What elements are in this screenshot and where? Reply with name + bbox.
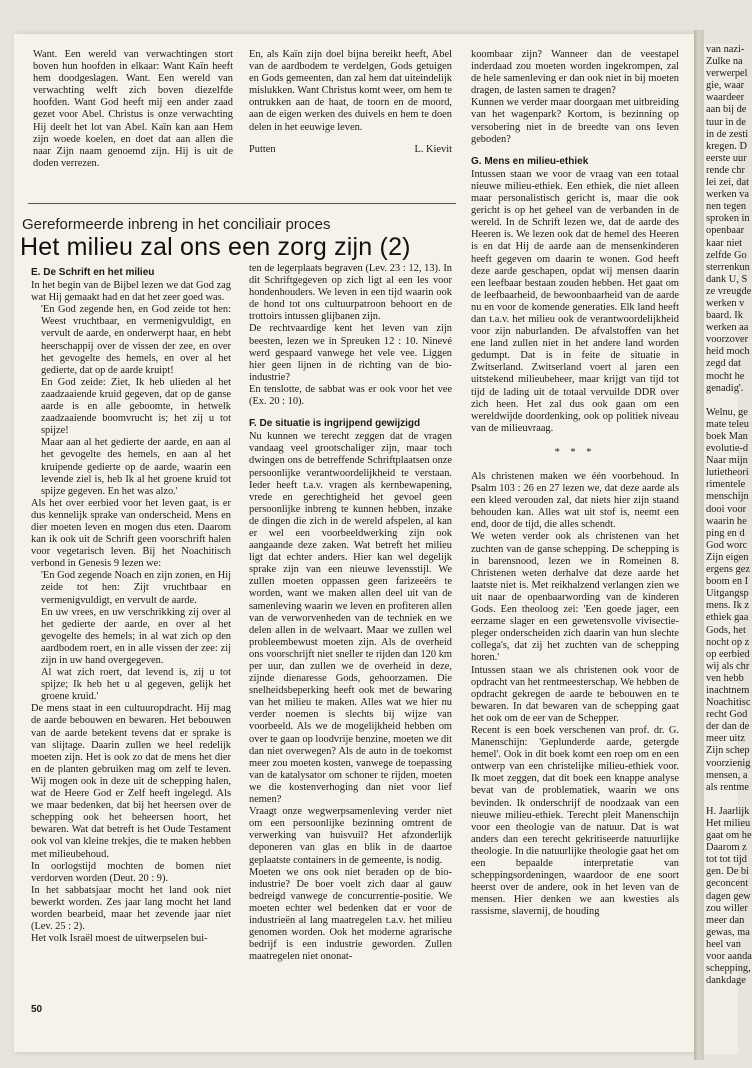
right-page-line: ergens gez [706,564,750,576]
paragraph: Moeten we ons ook niet beraden op de bio-industrie? De boer voelt zich daar al gauw bedreigd vanwege de concurrentie-positie. We moeten echter wel bedenken dat er voor de industrieën al lang maatregelen t.a.v. het milieu genomen worden. Ook het moderne agrarische bedrijf is een industrie geworden. Zullen maatregelen niet ononat- [249,866,452,963]
paragraph: Kunnen we verder maar doorgaan met uitbreiding van het wagenpark? Kortom, is bezinning op versobering niet in de breedte van ons leven geboden? [471,97,679,145]
paragraph: Het volk Israël moest de uitwerpselen bui- [31,933,208,945]
right-page-line: dagen gew [706,890,751,902]
right-page-line: waarin he [706,515,747,527]
right-page-line: voorzienig [706,757,751,769]
paragraph: Nu kunnen we terecht zeggen dat de vragen vandaag veel grootschaliger zijn, maar toch dwingen ons de betreffende Schriftplaatsen onze persoonlijke verantwoordelijkheid te verstaan. Ieder heeft t.a.v. vragen als kernbewapening, vrede en gerechtigheid het gevoel geen persoonlijke inbreng te kunnen hebben, inzake de dingen die zich in de wereld afspelen, al kan er wel een voorbeeldwerking zijn ook aangaande deze zaken. Wat betreft het milieu ligt dat echter anders. Hier kan wel degelijk sprake zijn van een nieuwe levensstijl. We zullen moeten oppassen geen farizeeërs te worden, want we maken allen deel uit van de samenleving waarin we leven en profiteren allen van de verworvenheden van de techniek en we delen allen in de welvaart. Maar we zullen wel probleembewust moeten zijn. Als de overheid ons voorschrijft niet sneller te rijden dan 120 km per uur, dan zullen we de overheid in deze, zijnde dienaresse Gods, gehoorzamen. Die snelheidsbeperking heeft ook met de bewaring van het milieu te maken. Alles wat we hier nu verder noemen is slechts bij wijze van voorbeeld. Als we de mogelijkheid hebben om over te gaan op loodvrije benzine, moeten we dit dan niet overwegen? Als de auto in de toekomst meer zou moeten kosten, vanwege de toepassing van de katalysator om schoner te rijden, moeten we die kostenverhoging dan niet voor lief nemen? [249,431,452,806]
article-column-c [471,49,679,918]
right-page-line: zelfde Go [706,249,747,261]
right-page-line: waardeer [706,92,745,104]
right-page-line: boek Man [706,431,748,442]
right-page-line: openbaar [706,225,745,237]
right-page-line: Welnu, ge [706,406,748,418]
right-page-line: voorzover [706,334,749,346]
right-page-line: der dan de [706,721,750,733]
right-page-line: sproken in [706,213,750,225]
right-page-line: meer dan [706,914,745,926]
right-page-line: sterrenkun [706,261,750,273]
right-page-line: H. Jaarlijk [706,805,750,817]
right-page-line: zou willer [706,902,748,914]
right-page-line: Zijn eigen [706,551,749,563]
right-page-line: Gods, het [706,624,746,636]
quote-paragraph: En God zeide: Ziet, Ik heb ulieden al het zaadzaaiende kruid gegeven, dat op de ganse aarde is en alle geboomte, in hetwelk zaadzaaiende boomvrucht is; het zij u tot spijze! [41,376,231,437]
right-page-line: Uitgangsp [706,588,749,600]
right-page-line: dank U, S [706,273,748,285]
section-heading-g: G. Mens en milieu-ethiek [471,155,589,167]
right-page-line: heid moch [706,346,750,358]
top-column-2 [249,49,452,156]
right-page-line: inachtnem [706,684,750,696]
quote-paragraph: 'En God zegende hen, en God zeide tot hen: Weest vruchtbaar, en vermenigvuldigt, en vervult de aarde, en onderwerpt haar, en hebt heerschappij over de vissen der zee, en over het gevogelte des hemels, en over al het gedierte, dat op de aarde kruipt! [41,304,231,376]
right-page-line: kregen. D [706,140,747,152]
right-page-line: meer uitz [706,733,745,745]
right-page-line: menschijn [706,491,749,503]
article-column-a [31,263,231,945]
right-page-line: dankdage [706,975,746,987]
place-name: Putten [249,143,276,155]
right-page-line: evolutie-d [706,443,749,455]
paragraph: In oorlogstijd mochten de bomen niet verdorven worden (Deut. 20 : 9). [31,860,231,884]
top-text-1: Want. Een wereld van verwachtingen stort boven hun hoofden in elkaar: Want Kaïn heeft hem doodgeslagen. Want. Een wereld van verwachting welft zich boven diezelfde hoofden. Want God heeft mij een ander zaad gezet voor Abel. Christus is onze verwachting Hij deelt het lot van Abel. Kaïn kan aan Hem zijn woede koelen, en doet dat aan allen die naar Zijn naam genoemd zijn. Hij is uit de doden verrezen. [33,49,233,169]
article-title: Het milieu zal ons een zorg zijn (2) [20,233,411,261]
article-kicker: Gereformeerde inbreng in het conciliair proces [22,216,331,233]
right-page-line: God worc [706,539,748,551]
right-page-line: lutietheori [706,467,749,479]
paragraph: De rechtvaardige kent het leven van zijn beesten, lezen we in Spreuken 12 : 10. Ninevé werd gespaard vanwege het vele vee. Liggen hier geen lijnen in de richting van de bio-industrie? [249,323,452,383]
right-page-line: schepping, [706,963,751,975]
right-page-line: ping en d [706,527,745,539]
right-page-line: ze vreugde [706,285,752,297]
right-page-line: mate teleu [706,418,749,430]
section-heading-f: F. De situatie is ingrijpend gewijzigd [249,418,421,430]
right-page-line: tuur in de [706,116,746,128]
quote-paragraph: En uw vrees, en uw verschrikking zij over al het gedierte der aarde, en over al het gevogelte des hemels; in al wat zich op den aardbodem roert, en in alle vissen der zee: zij zijn in uw hand overgegeven. [41,606,231,666]
right-page-line: aan bij de [706,104,747,116]
right-page-line: boom en I [706,576,749,588]
right-page-line: genadig'. [706,382,744,394]
page-number: 50 [31,1004,43,1015]
right-page-line: verwerpel [706,68,748,80]
right-page-line: van nazi- [706,44,745,55]
right-page-line: Noachitisc [706,697,751,709]
right-page-line: ethiek gaa [706,612,749,624]
right-page-line: lei zei, dat [706,177,749,189]
paragraph: In het sabbatsjaar mocht het land ook niet bewerkt worden. Zes jaar lang mocht het land worden bearbeid, maar het zevende jaar niet (Lev. 25 : 2). [31,884,231,933]
paragraph: Als het over eerbied voor het leven gaat, is er dus kennelijk sprake van onderscheid. Mens en dier moeten leven en mogen dus eten. Daarom kan ik ook uit de Schrift geen voorschrift halen voor vegetarisch leven. Bij het Noachitisch verbond in Genesis 9 lezen we: [31,497,231,570]
right-page-line: Zijn schep [706,745,750,757]
paragraph: Als christenen maken we één voorbehoud. In Psalm 103 : 26 en 27 lezen we, dat deze aarde als een kleed verouden zal, dat niets hier zijn staand behouden kan. Alles wat uit stof is, neemt een end, door de tijd, die alles schendt. [471,471,679,531]
paragraph: We weten verder ook als christenen van het zuchten van de ganse schepping. De schepping is in barensnood, lezen we in Romeinen 8. Christenen weten derhalve dat deze aarde het laatste niet is. Met reikhalzend verlangen zien we uit naar de openbaarwording van de kinderen Gods. Een theoloog zei: 'Een goede jager, een eerzame slager en een gewetensvolle vivisectie-pleger onderscheiden zich daarin van hun slechte collega's, dat zij het zuchten van de schepping horen.' [471,531,679,664]
right-page-line: Het milieu [706,818,751,829]
right-page-line: als rentme [706,781,749,793]
right-page-line: mensen, a [706,769,748,781]
paragraph: De mens staat in een cultuuropdracht. Hij mag de aarde bebouwen en bewaren. Het bebouwen van de aarde betekent tevens dat er sprake is van slijtage. Daarin zullen we heel redelijk moeten zijn. Het is ook zo dat de mens het dier en de planten gebruiken mag om zelf te leven. Wij mogen ook in deze uit de schepping halen, wat de Heere God er Zelf heeft ingelegd. Als we maar bedenken, dat bij het heersen over de schepping ook het beheersen hoort, het bewaren. Wat dat betreft is het Oude Testament ook vol van kleine trekjes, die te maken hebben met milieubehoud. [31,703,231,860]
paragraph: Vraagt onze wegwerpsamenleving verder niet om een persoonlijke bezinning omtrent de verwerking van huisvuil? Het afzonderlijk deponeren van glas en blik in de daartoe geplaatste containers in de gemeente, is nodig. [249,806,452,866]
right-page-line: heel van [706,938,741,950]
right-page-line: werken v [706,297,745,309]
right-page-line: ven hebb [706,672,744,684]
right-page-line: nocht op z [706,636,750,648]
right-page-line: eerste uur [706,152,747,164]
paragraph: Intussen staan we als christenen ook voor de opdracht van het rentmeesterschap. We hebben de opdracht gekregen de aarde te bebouwen en te bewaren. In dat bewaren van de schepping gaat het ook om de eer van de Schepper. [471,664,679,724]
right-page-line: Daarom z [706,842,747,854]
right-page-line: zegd dat [706,358,741,370]
article-column-b [249,263,452,963]
right-page-line: rimentele [706,479,746,491]
right-page-line: wij als chr [706,660,750,672]
right-page-line: dooi voor [706,503,747,515]
paragraph: In het begin van de Bijbel lezen we dat God zag wat Hij gemaakt had en dat het zeer goed was. [31,280,231,304]
book-spine [694,30,704,1060]
right-page-line: in de zesti [706,128,749,140]
right-page-line: op eerbied [706,648,750,660]
signature-row [249,144,452,156]
paragraph: Intussen staan we voor de vraag van een totaal nieuwe milieu-ethiek. Een ethiek, die niet alleen maar personalistisch gericht is, maar die ook gericht is op het geheel van de verbanden in de wereld. In de Schrift lezen we, dat de aarde des Heeren is. We lezen ook dat de hemel des Heeren is en dat Hij de aarde aan de mensenkinderen heeft gegeven om daarin te wonen. God heeft deze aarde geschapen, opdat wij mensen daarin een leefbaar bestaan zouden hebben. Het gaat om de leefbaarheid, de bewoonbaarheid van de aarde nu en voor de komende generaties. Elk land heeft dan t.a.v. het milieu ook de verantwoordelijkheid voor zijn naburlanden. De afvalstoffen van het ene land zullen niet in het andere land worden gedumpt. Dat is in feite de situatie in Zwitserland. Zwitserland voert al jaren een uitstekend milieubeheer, maar krijgt van tijd tot tijd de lading uit de totaal vervuilde DDR over zich heen. Het zal dus ook gaan om een wereldwijde doordenking, ook op politiek niveau van de milieuvraag. [471,168,679,434]
paragraph: En tenslotte, de sabbat was er ook voor het vee (Ex. 20 : 10). [249,383,452,408]
right-page-line: mens. Ik z [706,600,749,612]
right-page-line: kaar niet [706,237,743,249]
paragraph: koombaar zijn? Wanneer dan de veestapel inderdaad zou moeten worden ingekrompen, zal de hele samenleving er dan ook niet in bij moeten dragen, de lasten samen te dragen? [471,49,679,97]
right-page-line [706,395,752,407]
section-heading-e: E. De Schrift en het milieu [31,267,155,278]
right-page-line: geconcent [706,878,749,890]
right-page-line: gaat om he [706,830,752,842]
right-page-line: gen. De bi [706,866,749,878]
right-page-line [706,794,752,806]
right-page-line: tot tot tijd [706,854,747,866]
right-page-line: werken va [706,189,749,201]
quote-paragraph: Maar aan al het gedierte der aarde, en aan al het gevogelte des hemels, en aan al het kruipende gedierte op de aarde, waarin een levende ziel is, heb Ik al het groene kruid tot spijze gegeven. En het was alzo.' [41,437,231,497]
right-page-line: Naar mijn [706,455,748,467]
section-divider [28,203,456,204]
right-page-line: mocht he [706,370,745,382]
right-page-fragments [706,44,752,987]
right-page-line: baard. Ik [706,310,743,322]
quote-paragraph: Al wat zich roert, dat levend is, zij u tot spijze; Ik heb het u al gegeven, gelijk het groene kruid.' [41,667,231,703]
quote-paragraph: 'En God zegende Noach en zijn zonen, en Hij zeide tot hen: Zijt vruchtbaar en vermenigvuldigt, en vervult de aarde. [41,570,231,606]
right-page-line: werken aa [706,322,749,334]
right-page-line: nen tegen [706,201,747,213]
paragraph: ten de legerplaats begraven (Lev. 23 : 12, 13). In dit Schriftgegeven op zich ligt al een les voor hondenhouders. We leven in een tijd waarin ook de hond tot ons cultuurpatroon behoort en de trottoirs intussen glijbanen zijn. [249,263,452,323]
paragraph: Recent is een boek verschenen van prof. dr. G. Manenschijn: 'Geplunderde aarde, getergde hemel'. Ook in dit boek komt een roep om en een ontwerp van een christelijke milieu-ethiek voor. Ik moet zeggen, dat dit boek een knappe analyse bevat van de problematiek, waarin we ons bevinden. Ik onderschrijf de noodzaak van een nieuwe milieu-ethiek. Terecht pleit Manenschijn voor een theologie van de natuur. Dat is wat anders dan een terecht gekritiseerde natuurlijke theologie. In die natuurlijke theologie gaat het om een bepaalde interpretatie van scheppingsordeningen, waardoor de ene soort heerst over de andere, ook in het leven van de mensen. Hier denken we aan kwesties als rassisme, slavernij, de houding [471,724,679,918]
right-page-edge [704,44,752,1054]
right-page-line: voor aanda [706,951,752,963]
right-page-line: gie, waar [706,80,745,92]
right-page-line: gewas, ma [706,926,750,938]
author-name: L. Kievit [414,143,452,155]
right-page-line: recht God [706,709,748,721]
right-page-line: Zulke na [706,56,743,68]
top-column-1 [33,49,233,170]
right-page-line: rende chr [706,164,745,176]
section-stars: * * * [554,446,596,458]
top-text-2: En, als Kaïn zijn doel bijna bereikt heeft, Abel van de aardbodem te verdelgen, Gods getuigen en Gods gemeenten, dan zal hem dat uiteindelijk mislukken. Want Christus komt weer, om hem te ontrukken aan de haat, de toorn en de moord, aan de eigen werken des duivels en hem te doen delen in het eeuwige leven. [249,49,452,133]
